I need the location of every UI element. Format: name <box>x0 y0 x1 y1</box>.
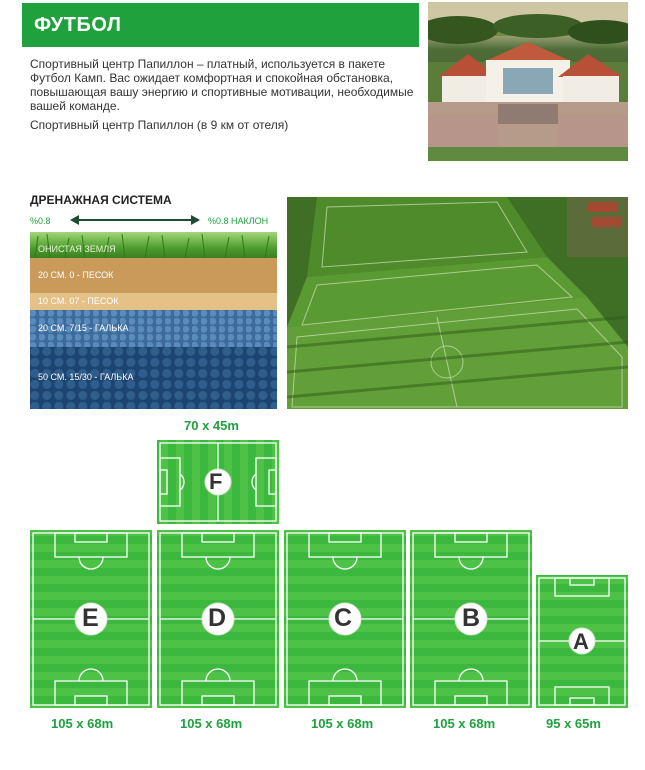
slope-right-label: %0.8 НАКЛОН <box>208 216 269 226</box>
pitch-size-d: 105 x 68m <box>180 716 243 731</box>
pitch-size-e: 105 x 68m <box>51 716 114 731</box>
layer-label: 10 СМ. 07 - ПЕСОК <box>38 296 119 306</box>
slope-left-label: %0.8 <box>30 216 51 226</box>
description-paragraph: Спортивный центр Папиллон – платный, используется в пакете Футбол Камп. Вас ожидает комфортная и спокойная обстановка, повышающая вашу энергию и спортивные мотивации, необходимые вашей команде. <box>30 57 414 113</box>
page-title: ФУТБОЛ <box>34 14 122 36</box>
description-location: Спортивный центр Папиллон (в 9 км от отеля) <box>30 118 289 132</box>
pitch-letter-b: B <box>462 604 481 632</box>
pitch-letter-d: D <box>208 604 227 632</box>
layer-label: 20 СМ. 7/15 - ГАЛЬКА <box>38 323 129 333</box>
pitch-letter-c: C <box>334 604 353 632</box>
pitch-letter-e: E <box>82 604 99 632</box>
pitch-size-b: 105 x 68m <box>433 716 496 731</box>
pitch-letter-a: A <box>573 629 589 654</box>
pitch-size-a: 95 x 65m <box>546 716 601 731</box>
pitch-size-c: 105 x 68m <box>311 716 374 731</box>
layer-label: 50 СМ. 15/30 - ГАЛЬКА <box>38 372 134 382</box>
pitch-size-f: 70 x 45m <box>184 418 239 433</box>
pitch-letter-f: F <box>209 469 223 494</box>
layer-label: 20 СМ. 0 - ПЕСОК <box>38 270 114 280</box>
layer-label: ОНИСТАЯ ЗЕМЛЯ <box>38 244 116 254</box>
drainage-title: ДРЕНАЖНАЯ СИСТЕМА <box>30 193 172 207</box>
